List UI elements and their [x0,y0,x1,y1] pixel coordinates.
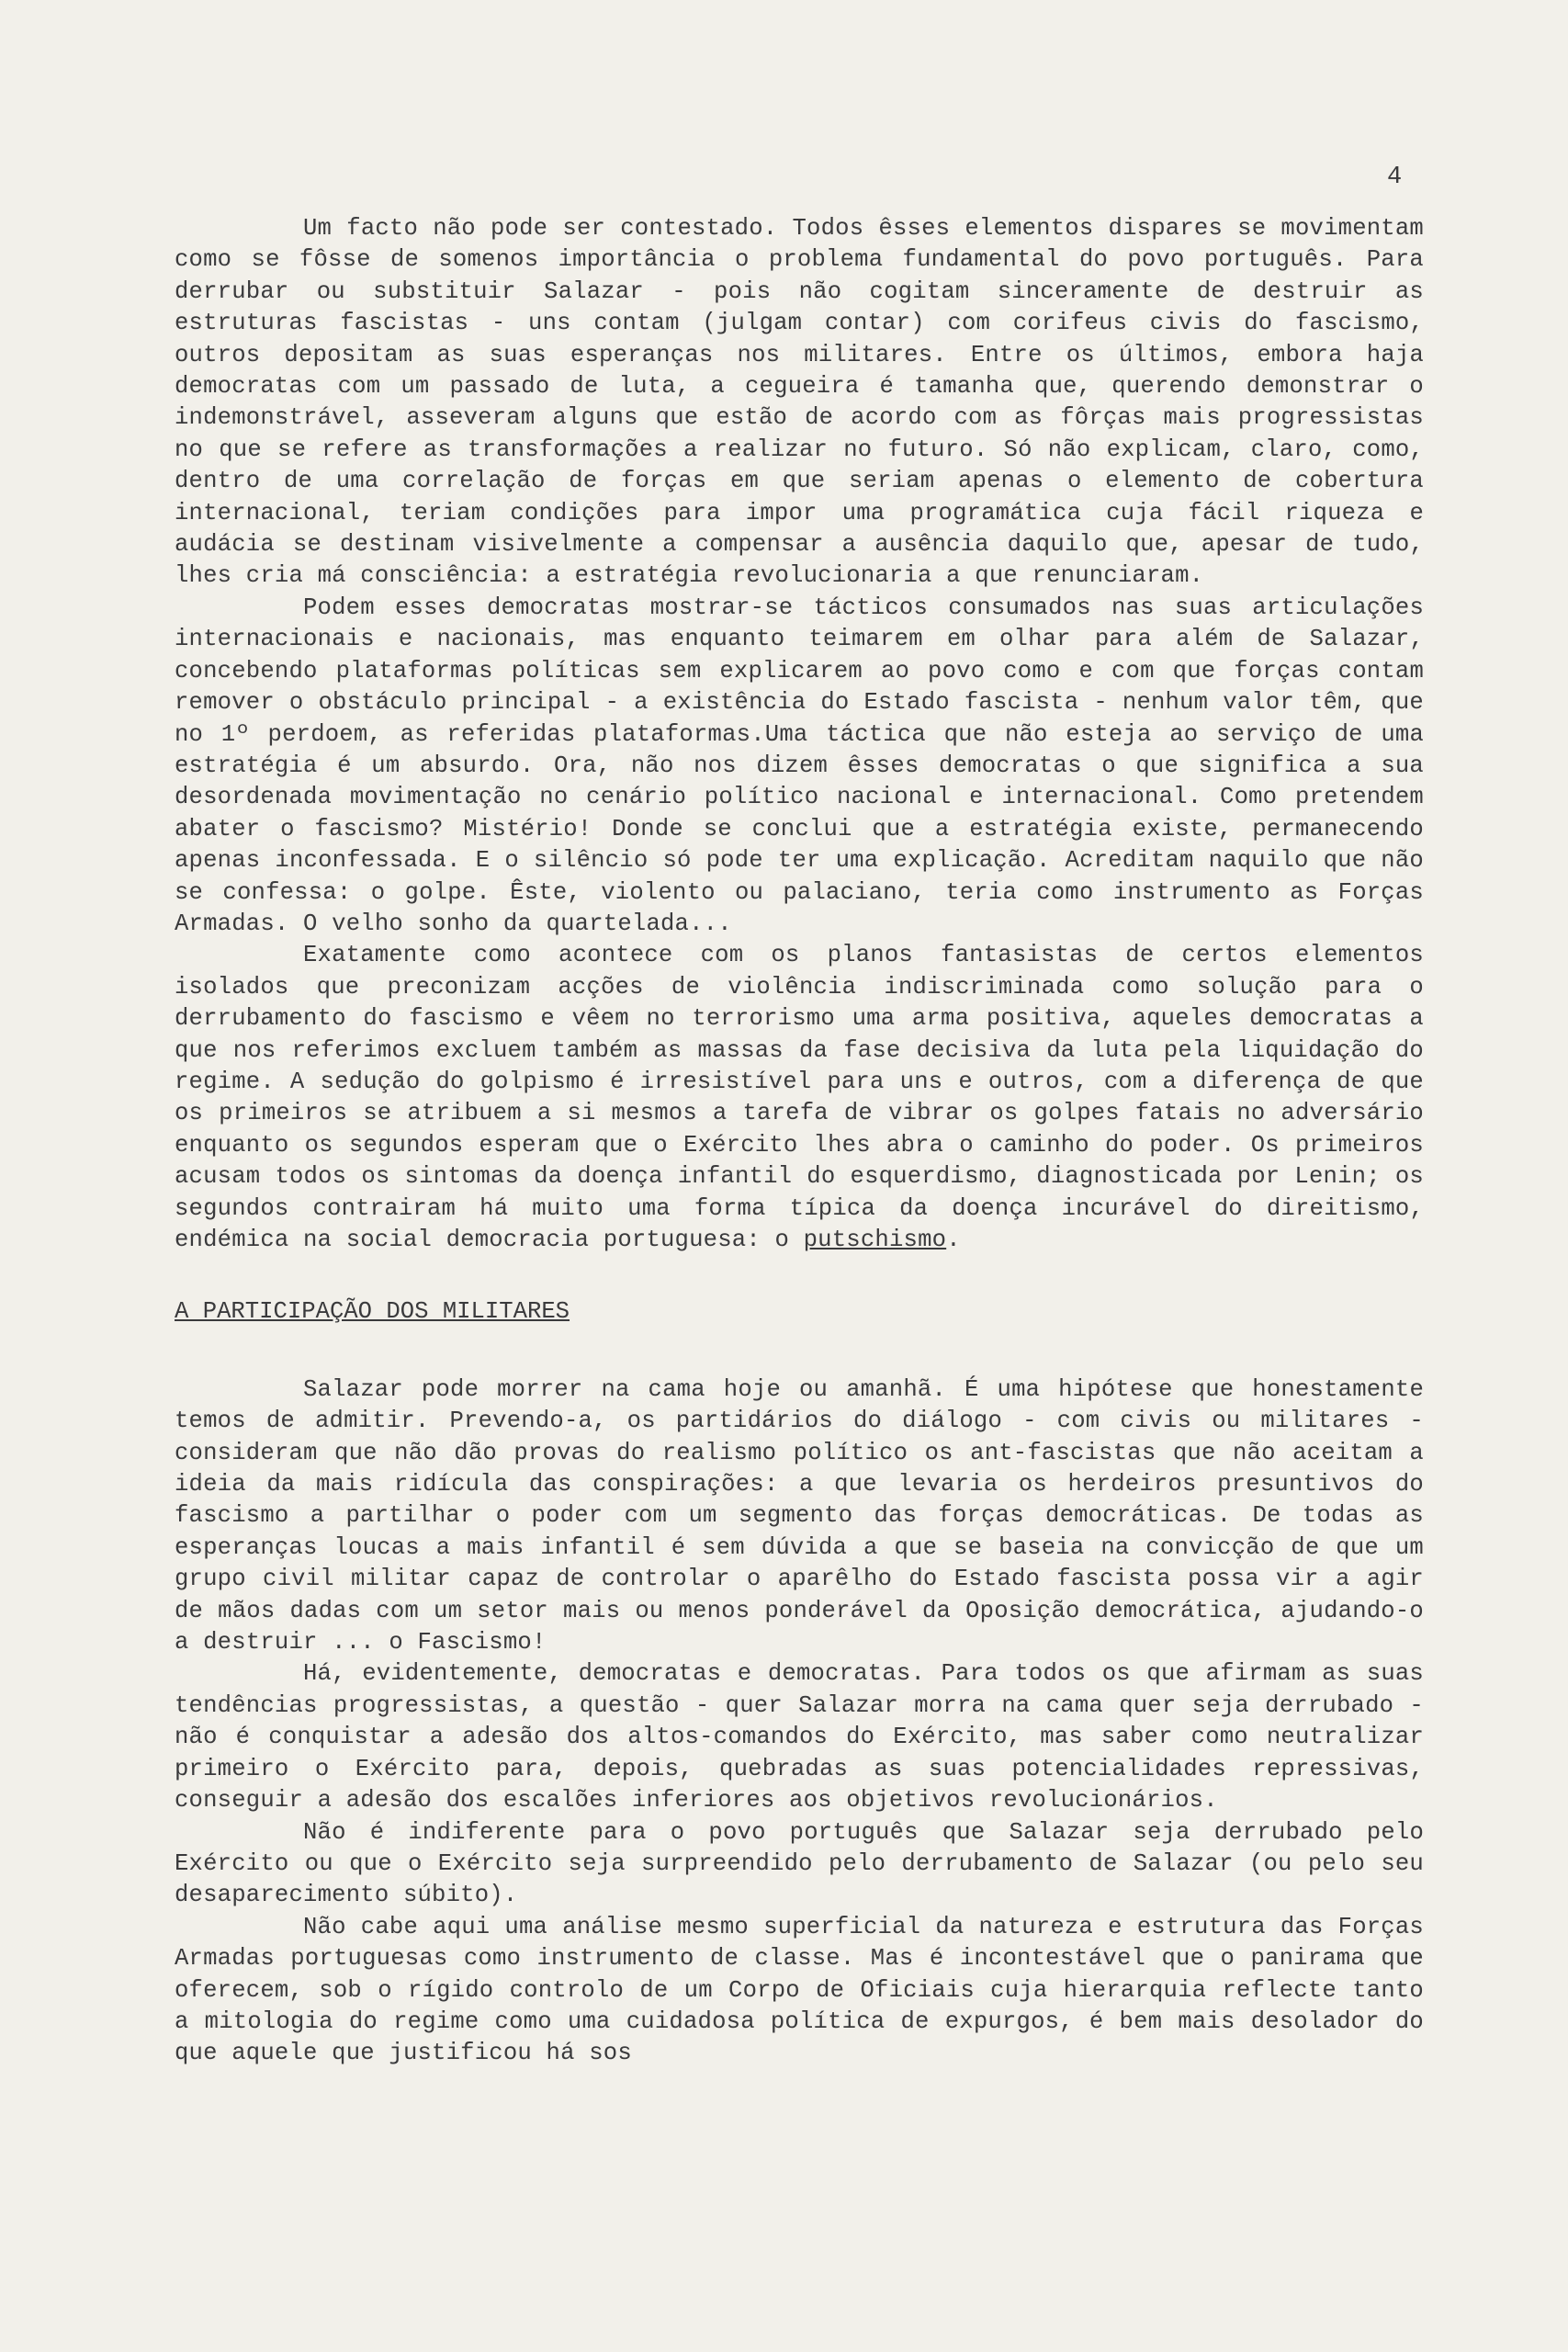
paragraph: Não cabe aqui uma análise mesmo superficial da natureza e estrutura das Forças Armadas portuguesas como instrumento de classe. Mas é incontestável que o panirama que oferecem, sob o rígido controlo de um Corpo de Oficiais cuja hierarquia reflecte tanto a mitologia do regime como uma cuidadosa política de expurgos, é bem mais desolador do que aquele que justificou há sos [175,1913,1424,2067]
paragraph: Um facto não pode ser contestado. Todos êsses elementos dispares se movimentam como se fôsse de somenos importância o problema fundamental do povo português. Para derrubar ou substituir Salazar - pois não cogitam sinceramente de destruir as estruturas fascistas - uns contam (julgam contar) com corifeus civis do fascismo, outros depositam as suas esperanças nos militares. Entre os últimos, embora haja democratas com um passado de luta, a cegueira é tamanha que, querendo demonstrar o indemonstrável, asseveram alguns que estão de acordo com as fôrças mais progressistas no que se refere as transformações a realizar no futuro. Só não explicam, claro, como, dentro de uma correlação de forças em que seriam apenas o elemento de cobertura internacional, teriam condições para impor uma programática cuja fácil riqueza e audácia se destinam visivelmente a compensar a ausência daquilo que, apesar de tudo, lhes cria má consciência: a estratégia revolucionaria a que renunciaram. [175,215,1424,590]
paragraph: Salazar pode morrer na cama hoje ou amanhã. É uma hipótese que honestamente temos de admitir. Prevendo-a, os partidários do diálogo - com civis ou militares - consideram que não dão provas do realismo político os ant-fascistas que não aceitam a ideia da mais ridícula das conspirações: a que levaria os herdeiros presuntivos do fascismo a partilhar o poder com um segmento das forças democráticas. De todas as esperanças loucas a mais infantil é sem dúvida a que se baseia na convicção de que um grupo civil militar capaz de controlar o aparêlho do Estado fascista possa vir a agir de mãos dadas com um setor mais ou menos ponderável da Oposição democrática, ajudando-o a destruir ... o Fascismo! [175,1375,1424,1657]
paragraph: Podem esses democratas mostrar-se tácticos consumados nas suas articulações internacionais e nacionais, mas enquanto teimarem em olhar para além de Salazar, concebendo plataformas políticas sem explicarem ao povo como e com que forças contam remover o obstáculo principal - a existência do Estado fascista - nenhum valor têm, que no 1º perdoem, as referidas plataformas.Uma táctica que não esteja ao serviço de uma estratégia é um absurdo. Ora, não nos dizem êsses democratas o que significa a sua desordenada movimentação no cenário político nacional e internacional. Como pretendem abater o fascismo? Mistério! Donde se conclui que a estratégia existe, permanecendo apenas inconfessada. E o silêncio só pode ter uma explicação. Acreditam naquilo que não se confessa: o golpe. Êste, violento ou palaciano, teria como instrumento as Forças Armadas. O velho sonho da quartelada... [175,594,1424,937]
section-heading: A PARTICIPAÇÃO DOS MILITARES [175,1298,570,1326]
paragraph-text: Exatamente como acontece com os planos fantasistas de certos elementos isolados que preconizam acções de violência indiscriminada como solução para o derrubamento do fascismo e vêem no terrorismo uma arma positiva, aqueles democratas a que nos referimos excluem também as massas da fase decisiva da luta pela liquidação do regime. A sedução do golpismo é irresistível para uns e outros, com a diferença de que os primeiros se atribuem a si mesmos a tarefa de vibrar os golpes fatais no adversário enquanto os segundos esperam que o Exército lhes abra o caminho do poder. Os primeiros acusam todos os sintomas da doença infantil do esquerdismo, diagnosticada por Lenin; os segundos contrairam há muito uma forma típica da doença incurável do direitismo, endémica na social democracia portuguesa: o [175,942,1424,1253]
paragraph [175,940,1424,1256]
underlined-term: putschismo [803,1227,947,1253]
paragraph: Há, evidentemente, democratas e democratas. Para todos os que afirmam as suas tendências progressistas, a questão - quer Salazar morra na cama quer seja derrubado - não é conquistar a adesão dos altos-comandos do Exército, mas saber como neutralizar primeiro o Exército para, depois, quebradas as suas potencialidades repressivas, conseguir a adesão dos escalões inferiores aos objetivos revolucionários. [175,1660,1424,1815]
document-body [175,213,1424,2070]
page-number: 4 [1387,164,1403,191]
closing-punct: . [946,1227,961,1253]
paragraph: Não é indiferente para o povo português que Salazar seja derrubado pelo Exército ou que o Exército seja surpreendido pelo derrubamento de Salazar (ou pelo seu desaparecimento súbito). [175,1818,1424,1909]
